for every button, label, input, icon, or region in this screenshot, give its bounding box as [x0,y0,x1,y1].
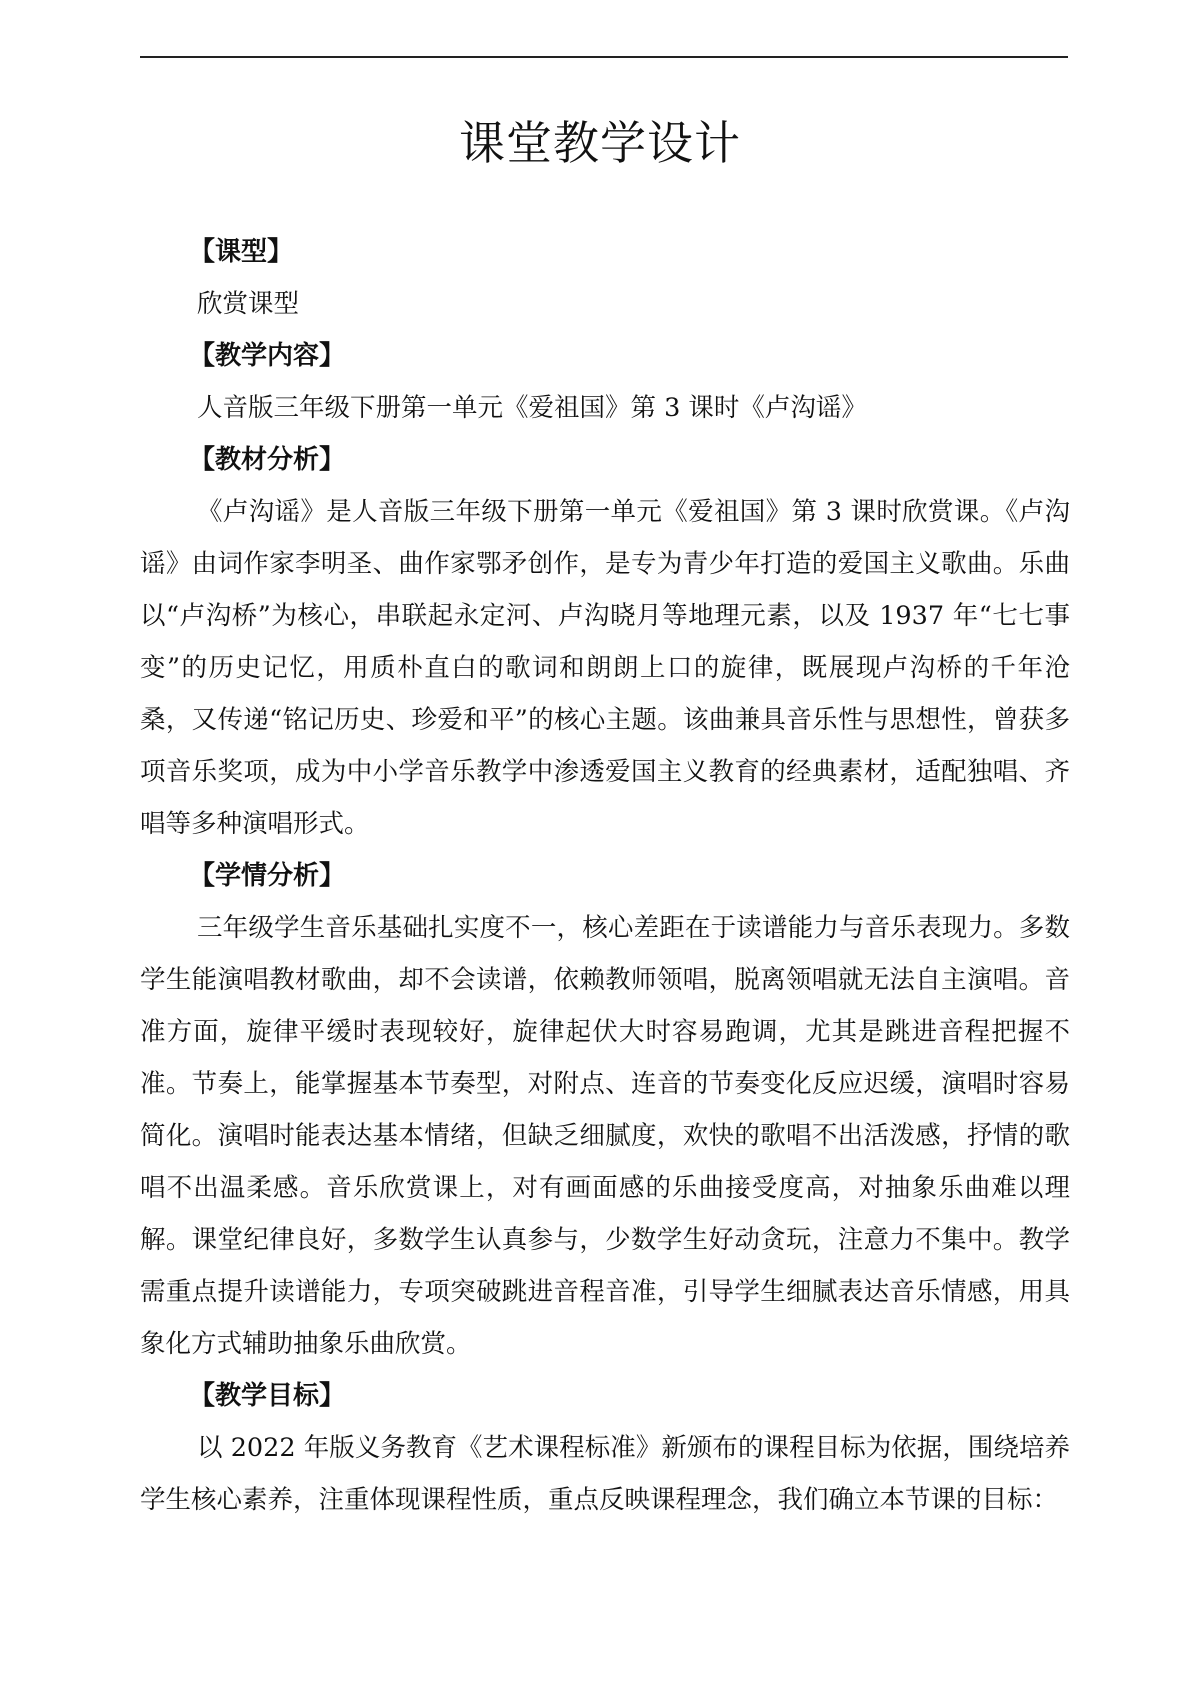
lesson-type-heading: 【课型】 [189,237,294,267]
teaching-content-text: 人音版三年级下册第一单元《爱祖国》第 3 课时《卢沟谣》 [197,393,867,423]
header-rule [140,56,1068,58]
lesson-type-text: 欣赏课型 [197,289,300,319]
material-analysis-heading: 【教材分析】 [189,445,346,475]
teaching-goals-text: 以 2022 年版义务教育《艺术课程标准》新颁布的课程目标为依据，围绕培养学生核心素养，注重体现课程性质，重点反映课程理念，我们确立本节课的目标： [140,1433,1070,1515]
document-body [140,226,1070,1526]
teaching-goals-heading: 【教学目标】 [189,1381,346,1411]
material-analysis-text: 《卢沟谣》是人音版三年级下册第一单元《爱祖国》第 3 课时欣赏课。《卢沟谣》由词作家李明圣、曲作家鄂矛创作，是专为青少年打造的爱国主义歌曲。乐曲以“卢沟桥”为核心，串联起永定河、卢沟晓月等地理元素，以及 1937 年“七七事变”的历史记忆，用质朴直白的歌词和朗朗上口的旋律，既展现卢沟桥的千年沧桑，又传递“铭记历史、珍爱和平”的核心主题。该曲兼具音乐性与思想性，曾获多项音乐奖项，成为中小学音乐教学中渗透爱国主义教育的经典素材，适配独唱、齐唱等多种演唱形式。 [140,497,1070,839]
student-analysis-heading: 【学情分析】 [189,861,346,891]
page-title: 课堂教学设计 [459,116,741,170]
student-analysis-text: 三年级学生音乐基础扎实度不一，核心差距在于读谱能力与音乐表现力。多数学生能演唱教材歌曲，却不会读谱，依赖教师领唱，脱离领唱就无法自主演唱。音准方面，旋律平缓时表现较好，旋律起伏大时容易跑调，尤其是跳进音程把握不准。节奏上，能掌握基本节奏型，对附点、连音的节奏变化反应迟缓，演唱时容易简化。演唱时能表达基本情绪，但缺乏细腻度，欢快的歌唱不出活泼感，抒情的歌唱不出温柔感。音乐欣赏课上，对有画面感的乐曲接受度高，对抽象乐曲难以理解。课堂纪律良好，多数学生认真参与，少数学生好动贪玩，注意力不集中。教学需重点提升读谱能力，专项突破跳进音程音准，引导学生细腻表达音乐情感，用具象化方式辅助抽象乐曲欣赏。 [140,913,1070,1359]
teaching-content-heading: 【教学内容】 [189,341,346,371]
